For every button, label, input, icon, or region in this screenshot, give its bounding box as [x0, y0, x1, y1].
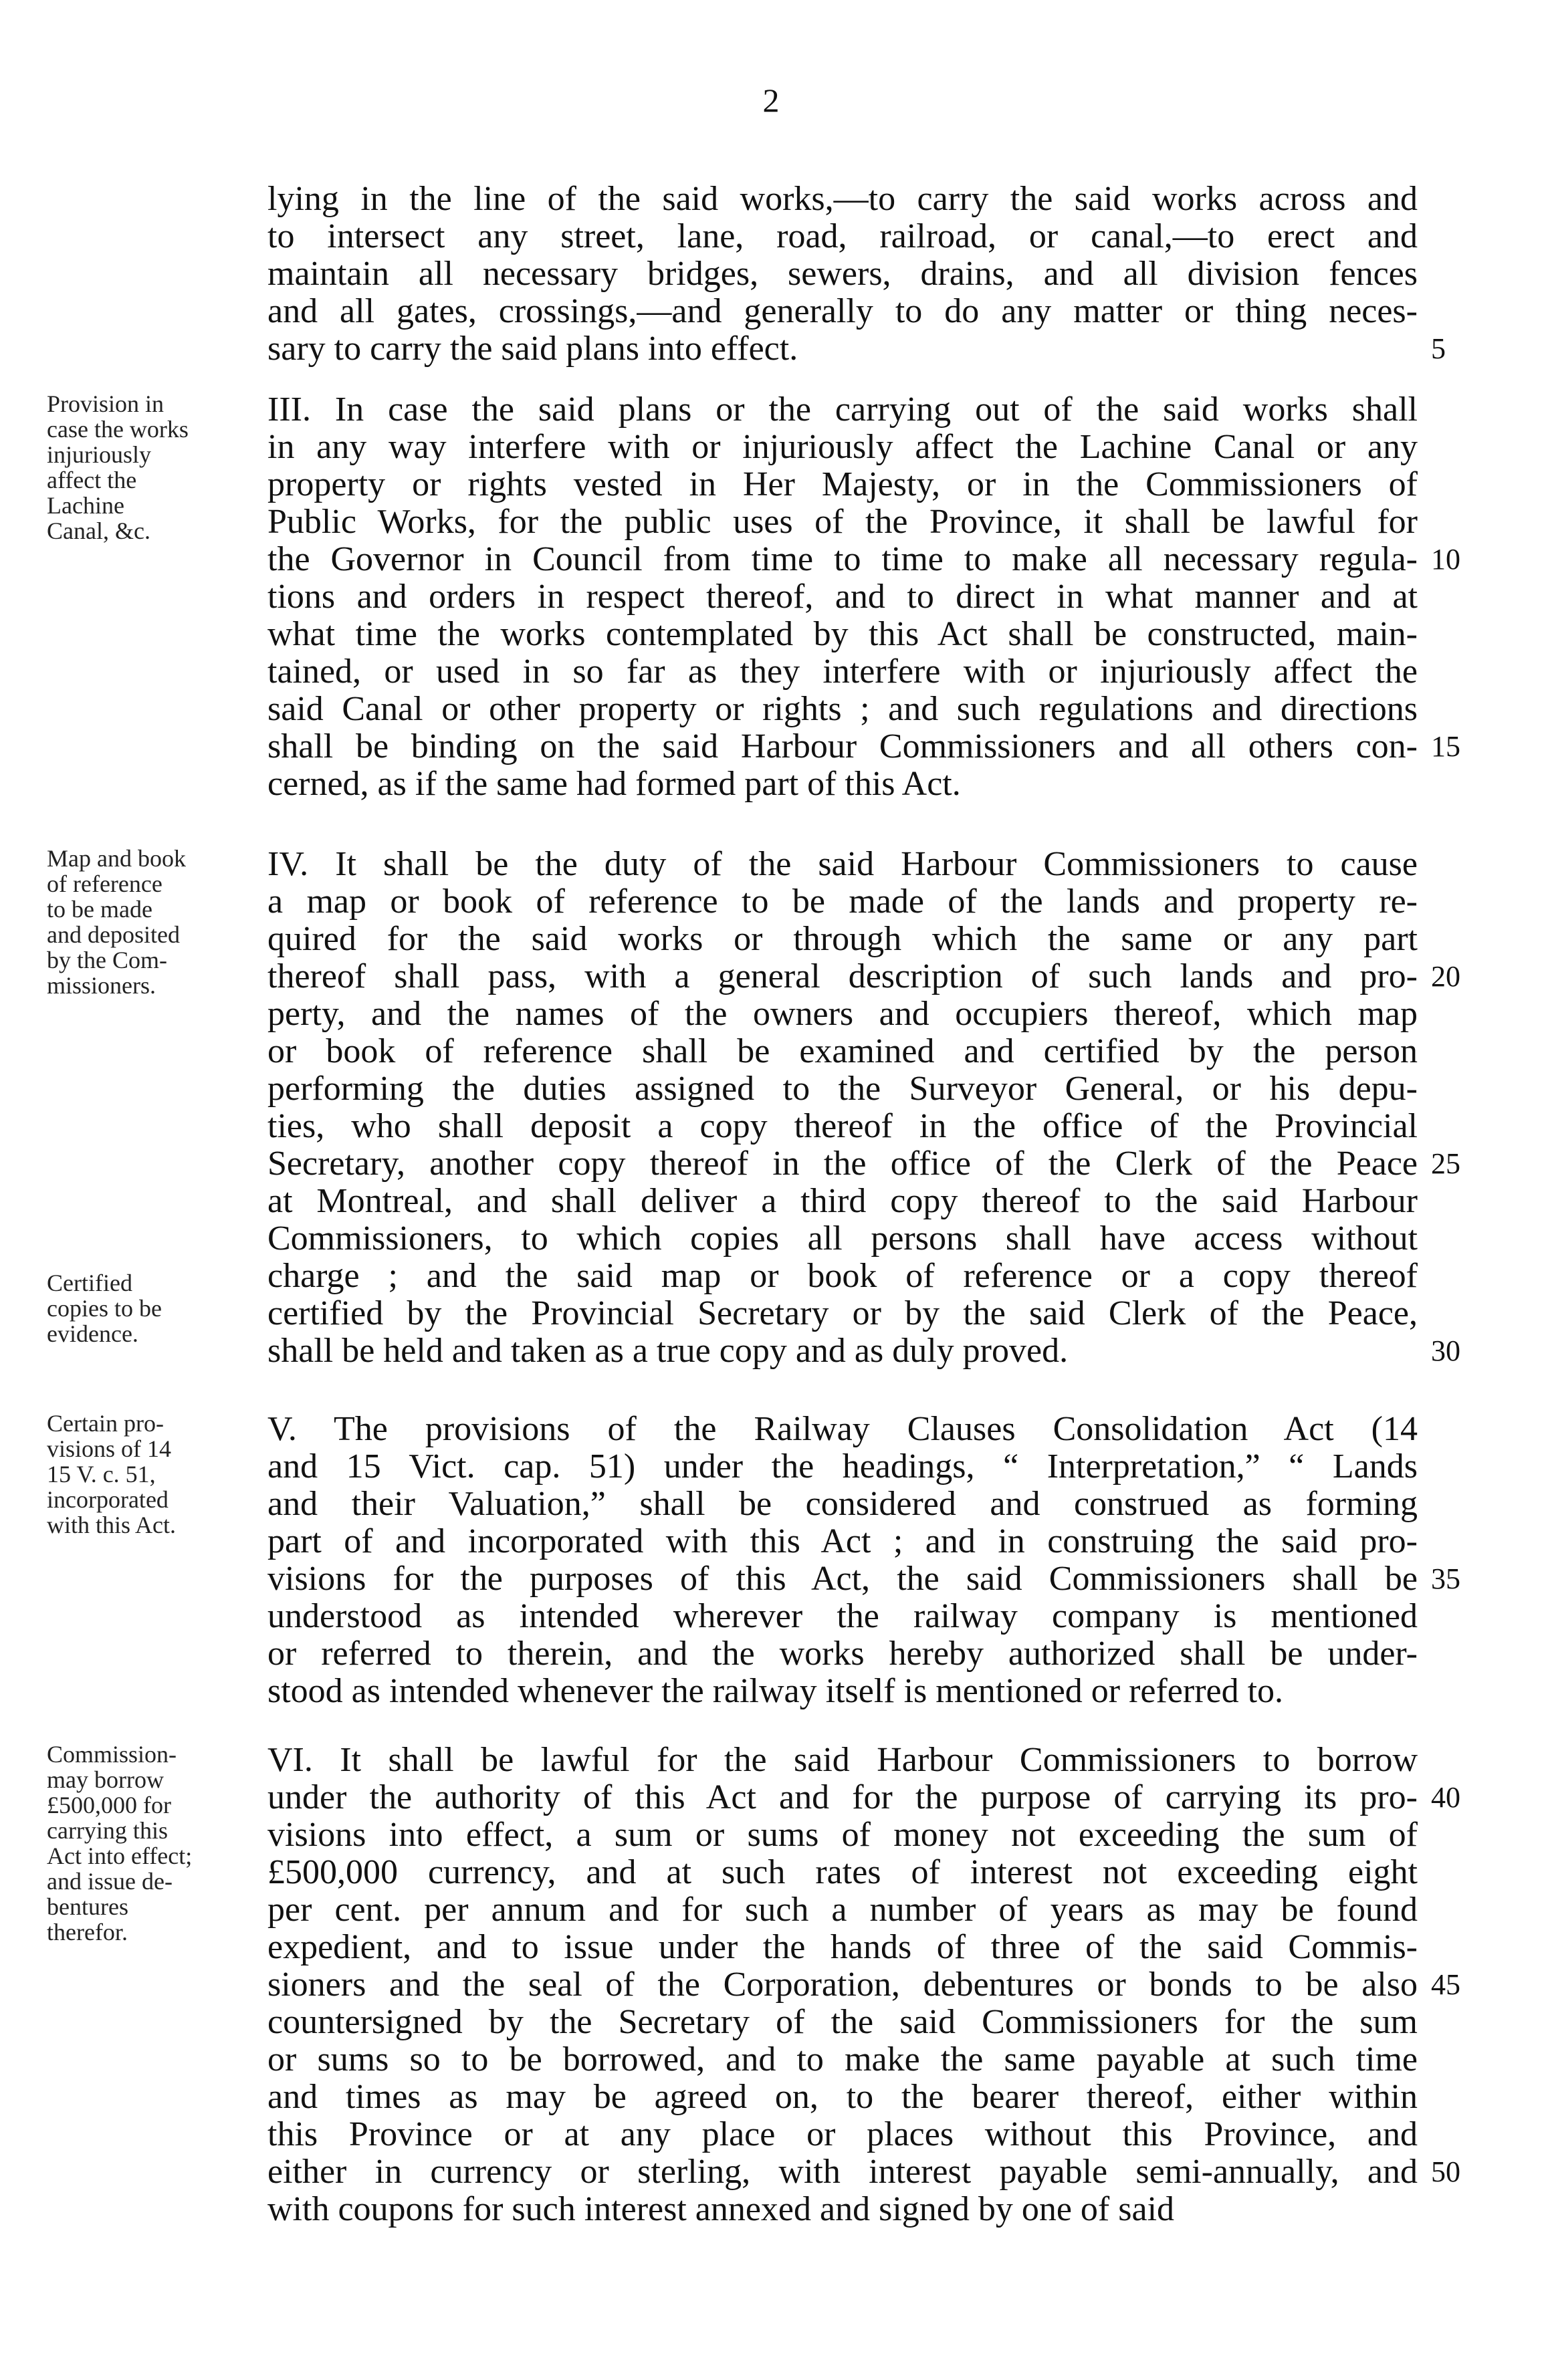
margin-note — [47, 1411, 274, 1538]
text-line: performing the duties assigned to the Surveyor General, or his depu- — [267, 1070, 1418, 1108]
text-line: certified by the Provincial Secretary or by the said Clerk of the Peace, — [267, 1294, 1418, 1332]
line-number: 40 — [1431, 1781, 1460, 1814]
margin-note — [47, 1270, 274, 1346]
text-line: and times as may be agreed on, to the bearer thereof, either within — [267, 2078, 1418, 2116]
text-line: and their Valuation,” shall be considered and construed as forming — [267, 1485, 1418, 1523]
text-line: sary to carry the said plans into effect. — [267, 330, 798, 368]
margin-note-line: 15 V. c. 51, — [47, 1461, 156, 1488]
margin-note — [47, 1742, 274, 1945]
text-line: quired for the said works or through which the same or any part — [267, 920, 1418, 958]
margin-note-line: Provision in — [47, 390, 164, 417]
text-line: at Montreal, and shall deliver a third copy thereof to the said Harbour — [267, 1182, 1418, 1220]
text-line: Commissioners, to which copies all persons shall have access without — [267, 1219, 1418, 1258]
margin-note-line: affect the — [47, 467, 137, 493]
text-line: understood as intended wherever the railway company is mentioned — [267, 1597, 1418, 1635]
text-line: lying in the line of the said works,—to carry the said works across and — [267, 180, 1418, 218]
margin-note-line: Canal, &c. — [47, 517, 150, 544]
margin-note — [47, 391, 274, 544]
line-number: 20 — [1431, 960, 1460, 993]
margin-note-line: Commission- — [47, 1741, 177, 1768]
margin-note-line: £500,000 for — [47, 1792, 171, 1818]
margin-note-line: Map and book — [47, 845, 186, 872]
margin-note-line: may borrow — [47, 1766, 164, 1793]
margin-note-line: Certain pro- — [47, 1410, 164, 1437]
margin-note-line: by the Com- — [47, 947, 167, 973]
margin-note-line: Certified — [47, 1270, 132, 1296]
text-line: cerned, as if the same had formed part of this Act. — [267, 765, 961, 803]
margin-note-line: Act into effect; — [47, 1842, 193, 1869]
text-line: maintain all necessary bridges, sewers, drains, and all division fences — [267, 255, 1418, 293]
text-line: countersigned by the Secretary of the said Commissioners for the sum — [267, 2003, 1418, 2041]
text-line: Secretary, another copy thereof in the office of the Clerk of the Peace — [267, 1145, 1418, 1183]
text-line: III. In case the said plans or the carrying out of the said works shall — [267, 390, 1418, 429]
text-line: thereof shall pass, with a general description of such lands and pro- — [267, 957, 1418, 995]
text-line: V. The provisions of the Railway Clauses Consolidation Act (14 — [267, 1410, 1418, 1448]
line-number: 25 — [1431, 1147, 1460, 1180]
margin-note-line: evidence. — [47, 1320, 138, 1347]
text-line: shall be held and taken as a true copy and as duly proved. — [267, 1332, 1069, 1370]
margin-note-line: copies to be — [47, 1295, 162, 1322]
text-line: property or rights vested in Her Majesty, or in the Commissioners of — [267, 465, 1418, 503]
text-line: expedient, and to issue under the hands of three of the said Commis- — [267, 1928, 1418, 1966]
line-number: 5 — [1431, 332, 1446, 365]
line-number: 35 — [1431, 1562, 1460, 1595]
line-number: 30 — [1431, 1334, 1460, 1367]
text-line: visions into effect, a sum or sums of money not exceeding the sum of — [267, 1816, 1418, 1854]
margin-note-line: of reference — [47, 870, 162, 897]
text-line: to intersect any street, lane, road, railroad, or canal,—to erect and — [267, 217, 1418, 255]
text-line: and all gates, crossings,—and generally to do any matter or thing neces- — [267, 292, 1418, 330]
line-number: 15 — [1431, 730, 1460, 763]
text-line: sioners and the seal of the Corporation, debentures or bonds to be also — [267, 1966, 1418, 2004]
margin-note-line: and issue de- — [47, 1868, 173, 1895]
margin-note-line: incorporated — [47, 1486, 169, 1513]
text-line: or referred to therein, and the works hereby authorized shall be under- — [267, 1635, 1418, 1673]
line-number: 50 — [1431, 2155, 1460, 2188]
text-line: £500,000 currency, and at such rates of interest not exceeding eight — [267, 1853, 1418, 1891]
section-body-section-3 — [267, 391, 1418, 803]
text-line: Public Works, for the public uses of the Province, it shall be lawful for — [267, 503, 1418, 541]
text-line: per cent. per annum and for such a number of years as may be found — [267, 1891, 1418, 1929]
text-line: tained, or used in so far as they interfere with or injuriously affect the — [267, 652, 1418, 691]
line-number: 10 — [1431, 543, 1460, 576]
text-line: and 15 Vict. cap. 51) under the headings, “ Interpretation,” “ Lands — [267, 1447, 1418, 1485]
margin-note-line: Lachine — [47, 492, 124, 519]
text-line: under the authority of this Act and for the purpose of carrying its pro- — [267, 1778, 1418, 1816]
margin-note-line: visions of 14 — [47, 1435, 172, 1462]
text-line: this Province or at any place or places without this Province, and — [267, 2115, 1418, 2153]
section-body-section-4 — [267, 846, 1418, 1370]
margin-note-line: therefor. — [47, 1919, 128, 1945]
text-line: with coupons for such interest annexed and signed by one of said — [267, 2190, 1175, 2228]
text-line: either in currency or sterling, with interest payable semi-annually, and — [267, 2153, 1418, 2191]
text-line: or book of reference shall be examined and certified by the person — [267, 1032, 1418, 1070]
page-number: 2 — [762, 82, 780, 119]
text-line: what time the works contemplated by this Act shall be constructed, main- — [267, 615, 1418, 653]
section-body-section-5 — [267, 1411, 1418, 1710]
text-line: tions and orders in respect thereof, and to direct in what manner and at — [267, 578, 1418, 616]
text-line: ties, who shall deposit a copy thereof in the office of the Provincial — [267, 1107, 1418, 1145]
text-line: VI. It shall be lawful for the said Harbour Commissioners to borrow — [267, 1741, 1418, 1779]
margin-note-line: injuriously — [47, 441, 152, 468]
text-line: charge ; and the said map or book of reference or a copy thereof — [267, 1257, 1418, 1295]
margin-note — [47, 846, 274, 998]
margin-note-line: to be made — [47, 896, 152, 923]
text-line: IV. It shall be the duty of the said Harbour Commissioners to cause — [267, 845, 1418, 883]
margin-note-line: missioners. — [47, 972, 156, 999]
section-body-continuation — [267, 181, 1418, 368]
text-line: shall be binding on the said Harbour Commissioners and all others con- — [267, 727, 1418, 765]
text-line: visions for the purposes of this Act, the said Commissioners shall be — [267, 1560, 1418, 1598]
text-line: a map or book of reference to be made of the lands and property re- — [267, 882, 1418, 921]
margin-note-line: case the works — [47, 416, 189, 443]
line-number: 45 — [1431, 1968, 1460, 2001]
text-line: perty, and the names of the owners and occupiers thereof, which map — [267, 995, 1418, 1033]
text-line: or sums so to be borrowed, and to make the same payable at such time — [267, 2040, 1418, 2078]
text-line: part of and incorporated with this Act ; and in construing the said pro- — [267, 1522, 1418, 1560]
margin-note-line: and deposited — [47, 921, 180, 948]
margin-note-line: bentures — [47, 1893, 128, 1920]
margin-note-line: carrying this — [47, 1817, 168, 1844]
text-line: said Canal or other property or rights ; and such regulations and directions — [267, 690, 1418, 728]
section-body-section-6 — [267, 1742, 1418, 2228]
text-line: the Governor in Council from time to time to make all necessary regula- — [267, 540, 1418, 578]
margin-note-line: with this Act. — [47, 1512, 177, 1538]
text-line: in any way interfere with or injuriously affect the Lachine Canal or any — [267, 428, 1418, 466]
text-line: stood as intended whenever the railway itself is mentioned or referred to. — [267, 1672, 1284, 1710]
